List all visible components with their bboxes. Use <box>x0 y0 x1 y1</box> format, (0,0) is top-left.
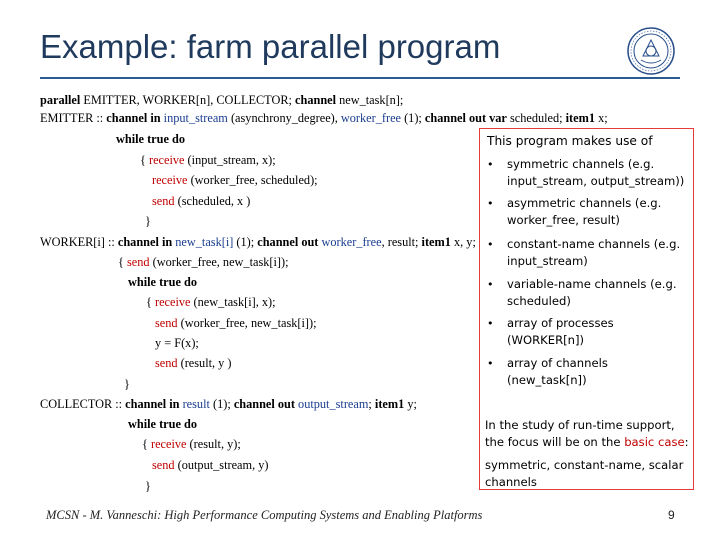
note-item: scheduled) <box>507 294 571 308</box>
channel-name: new_task[i] <box>175 235 234 249</box>
code-text: (1); <box>401 111 425 125</box>
code-line <box>142 437 241 451</box>
channel-name: output_stream <box>298 397 369 411</box>
slide-title: Example: farm parallel program <box>40 28 501 65</box>
note-item: (WORKER[n]) <box>507 333 585 347</box>
code-text: } <box>145 479 151 493</box>
study-text: the focus will be on the <box>485 435 625 449</box>
code-line <box>128 275 197 289</box>
code-text: { <box>140 153 149 167</box>
code-text: y = F(x); <box>155 336 199 350</box>
code-text: (worker_free, new_task[i]); <box>177 316 317 330</box>
code-text: x; <box>595 111 608 125</box>
code-text: EMITTER, WORKER[n], COLLECTOR; <box>80 93 296 107</box>
command-keyword: send <box>155 356 178 370</box>
note-item: array of channels <box>507 356 608 370</box>
note-item: input_stream, output_stream)) <box>507 174 685 188</box>
code-line-collector-decl <box>40 397 417 411</box>
university-seal-icon <box>626 26 676 76</box>
command-keyword: receive <box>150 437 187 451</box>
code-text: new_task[n]; <box>336 93 404 107</box>
study-line: In the study of run-time support, <box>485 418 675 432</box>
title-divider <box>40 77 680 79</box>
bullet: • <box>487 197 494 210</box>
final-line: channels <box>485 475 537 489</box>
keyword: while true do <box>128 275 197 289</box>
code-line-worker-decl <box>40 235 476 249</box>
command-keyword: send <box>152 194 175 208</box>
code-text: (scheduled, x ) <box>174 194 251 208</box>
keyword: item1 <box>421 235 451 249</box>
keyword: while true do <box>128 417 197 431</box>
code-text: (result, y); <box>186 437 241 451</box>
code-text: EMITTER :: <box>40 111 107 125</box>
code-text: { <box>118 255 127 269</box>
code-line <box>152 194 250 208</box>
keyword: channel <box>295 93 337 107</box>
code-text: (input_stream, x); <box>184 153 276 167</box>
code-line <box>155 356 232 370</box>
command-keyword: send <box>126 255 150 269</box>
bullet: • <box>487 158 494 171</box>
study-text: : <box>684 435 689 449</box>
keyword: channel in <box>117 235 173 249</box>
command-keyword: send <box>155 316 178 330</box>
note-item: symmetric channels (e.g. <box>507 157 655 171</box>
keyword: item1 <box>374 397 405 411</box>
code-text: { <box>146 295 155 309</box>
note-item: asymmetric channels (e.g. <box>507 196 662 210</box>
keyword: item1 <box>565 111 596 125</box>
code-text: (worker_free, new_task[i]); <box>149 255 289 269</box>
code-line <box>140 153 276 167</box>
bullet: • <box>487 238 494 251</box>
code-text: (worker_free, scheduled); <box>187 173 318 187</box>
code-text: ; <box>368 397 375 411</box>
code-text: (1); <box>233 235 258 249</box>
command-keyword: receive <box>148 153 185 167</box>
channel-name: input_stream <box>163 111 228 125</box>
note-item: worker_free, result) <box>507 213 620 227</box>
command-keyword: send <box>152 458 175 472</box>
code-text: , result; <box>381 235 422 249</box>
code-text: x, y; <box>450 235 476 249</box>
note-item: constant-name channels (e.g. <box>507 237 681 251</box>
code-line-emitter-decl <box>40 111 608 125</box>
page-number: 9 <box>668 508 675 522</box>
note-item: input_stream) <box>507 254 588 268</box>
bullet: • <box>487 357 494 370</box>
keyword: channel in <box>125 397 180 411</box>
channel-name: worker_free <box>340 111 401 125</box>
code-line <box>155 336 199 350</box>
keyword: channel out <box>257 235 319 249</box>
code-text: (output_stream, y) <box>174 458 269 472</box>
bullet: • <box>487 278 494 291</box>
footer-text: MCSN - M. Vanneschi: High Performance Computing Systems and Enabling Platforms <box>46 508 483 522</box>
code-text: scheduled; <box>506 111 566 125</box>
channel-name: result <box>182 397 210 411</box>
command-keyword: receive <box>154 295 191 309</box>
code-line <box>152 458 268 472</box>
code-text: (result, y ) <box>177 356 232 370</box>
keyword: channel in <box>106 111 161 125</box>
code-line <box>128 417 197 431</box>
code-line <box>155 316 317 330</box>
code-text: (asynchrony_degree), <box>227 111 341 125</box>
code-line <box>145 479 151 493</box>
basic-case-highlight: basic case <box>624 435 685 449</box>
code-text: } <box>124 377 130 391</box>
code-line <box>145 214 151 228</box>
keyword: channel out var <box>424 111 507 125</box>
notes-heading: This program makes use of <box>487 134 653 148</box>
code-text: { <box>142 437 151 451</box>
study-line <box>485 434 689 451</box>
code-text: COLLECTOR :: <box>40 397 126 411</box>
code-text: (new_task[i], x); <box>190 295 276 309</box>
command-keyword: receive <box>152 173 188 187</box>
final-line: symmetric, constant-name, scalar <box>485 458 684 472</box>
code-line <box>146 295 276 309</box>
keyword: parallel <box>40 93 81 107</box>
code-text: y; <box>404 397 417 411</box>
note-item: variable-name channels (e.g. <box>507 277 677 291</box>
code-line-parallel <box>40 93 403 107</box>
code-text: WORKER[i] :: <box>40 235 118 249</box>
note-item: (new_task[n]) <box>507 373 587 387</box>
code-line <box>116 132 185 146</box>
channel-name: worker_free <box>321 235 382 249</box>
keyword: while true do <box>116 132 185 146</box>
code-line <box>118 255 289 269</box>
keyword: channel out <box>233 397 295 411</box>
code-text: (1); <box>209 397 234 411</box>
code-line <box>152 173 318 187</box>
note-item: array of processes <box>507 316 614 330</box>
bullet: • <box>487 317 494 330</box>
code-line <box>124 377 130 391</box>
code-text: } <box>145 214 151 228</box>
